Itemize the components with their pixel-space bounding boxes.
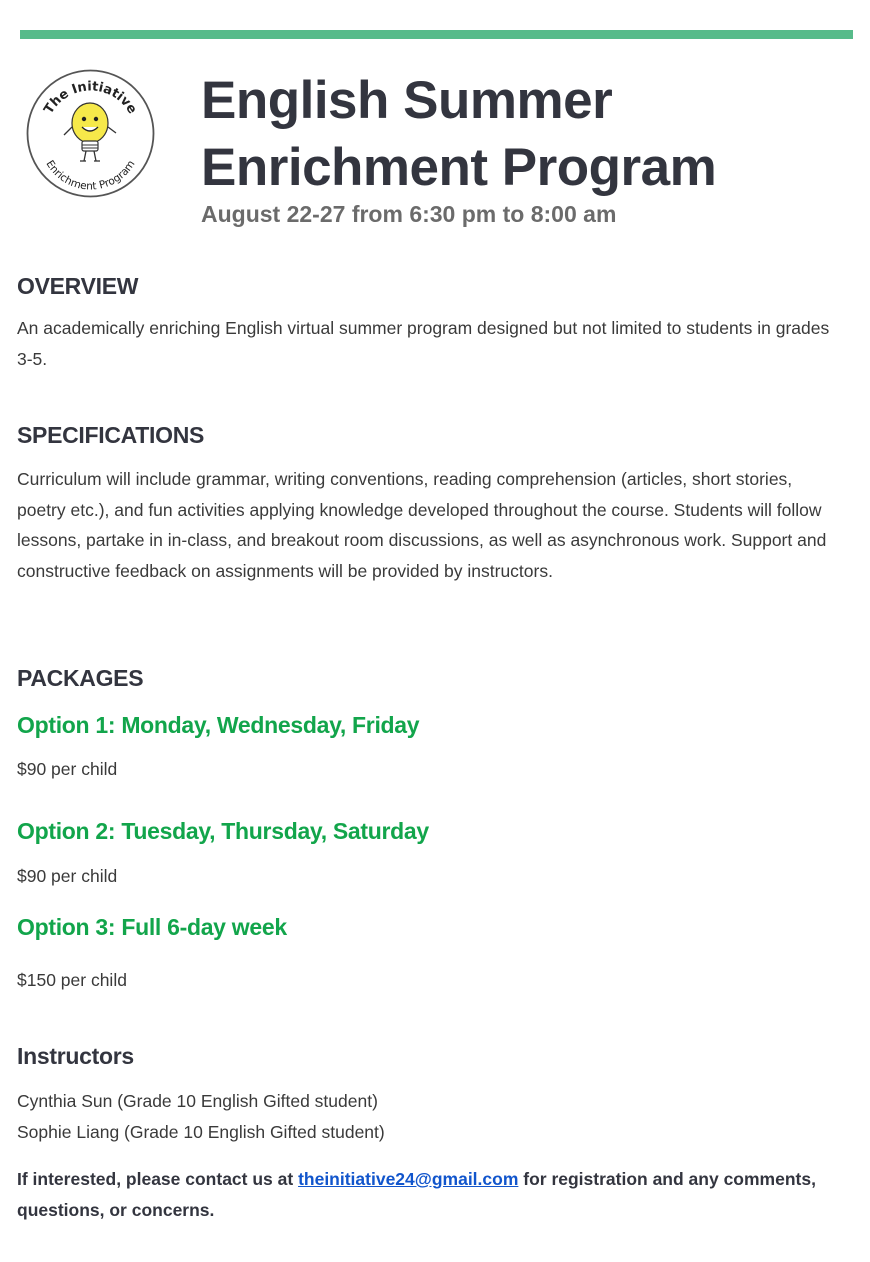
contact-email-link[interactable]: theinitiative24@gmail.com	[298, 1169, 519, 1189]
option-2-price: $90 per child	[17, 866, 118, 886]
contact-prefix: If interested, please contact us at	[17, 1169, 299, 1189]
option-3-title: Option 3: Full 6-day week	[17, 914, 287, 940]
lightbulb-logo-icon	[26, 69, 155, 198]
overview-text: An academically enriching English virtual summer program designed but not limited to students in grades 3-5.	[17, 318, 830, 369]
svg-text:Enrichment Program: Enrichment Program	[43, 158, 138, 193]
title-line-1: English Summer	[201, 71, 613, 130]
initiative-logo	[26, 69, 155, 198]
page-title	[201, 67, 841, 201]
option-1-price: $90 per child	[17, 759, 118, 779]
instructor-2: Sophie Liang (Grade 10 English Gifted student)	[17, 1122, 385, 1142]
instructors-heading: Instructors	[17, 1043, 134, 1069]
option-3-price: $150 per child	[17, 970, 127, 990]
packages-heading: PACKAGES	[17, 665, 144, 691]
option-1-title: Option 1: Monday, Wednesday, Friday	[17, 712, 420, 738]
instructor-1: Cynthia Sun (Grade 10 English Gifted student)	[17, 1091, 378, 1111]
specifications-text: Curriculum will include grammar, writing conventions, reading comprehension (articles, short stories, poetry etc.), and fun activities applying knowledge developed throughout the course. Students will follow lessons, partake in in-class, and breakout room discussions, as well as asynchronous work. Support and constructive feedback on assignments will be provided by instructors.	[17, 469, 827, 581]
overview-heading: OVERVIEW	[17, 273, 139, 299]
title-line-2: Enrichment Program	[201, 138, 717, 197]
specifications-heading: SPECIFICATIONS	[17, 422, 205, 448]
contact-suffix: for registration and any comments, questions, or concerns.	[17, 1169, 816, 1220]
program-dates: August 22-27 from 6:30 pm to 8:00 am	[201, 201, 617, 227]
svg-text:The Initiative: The Initiative	[41, 79, 140, 117]
top-accent-bar	[20, 30, 853, 39]
contact-message	[17, 1164, 847, 1226]
option-2-title: Option 2: Tuesday, Thursday, Saturday	[17, 818, 429, 844]
